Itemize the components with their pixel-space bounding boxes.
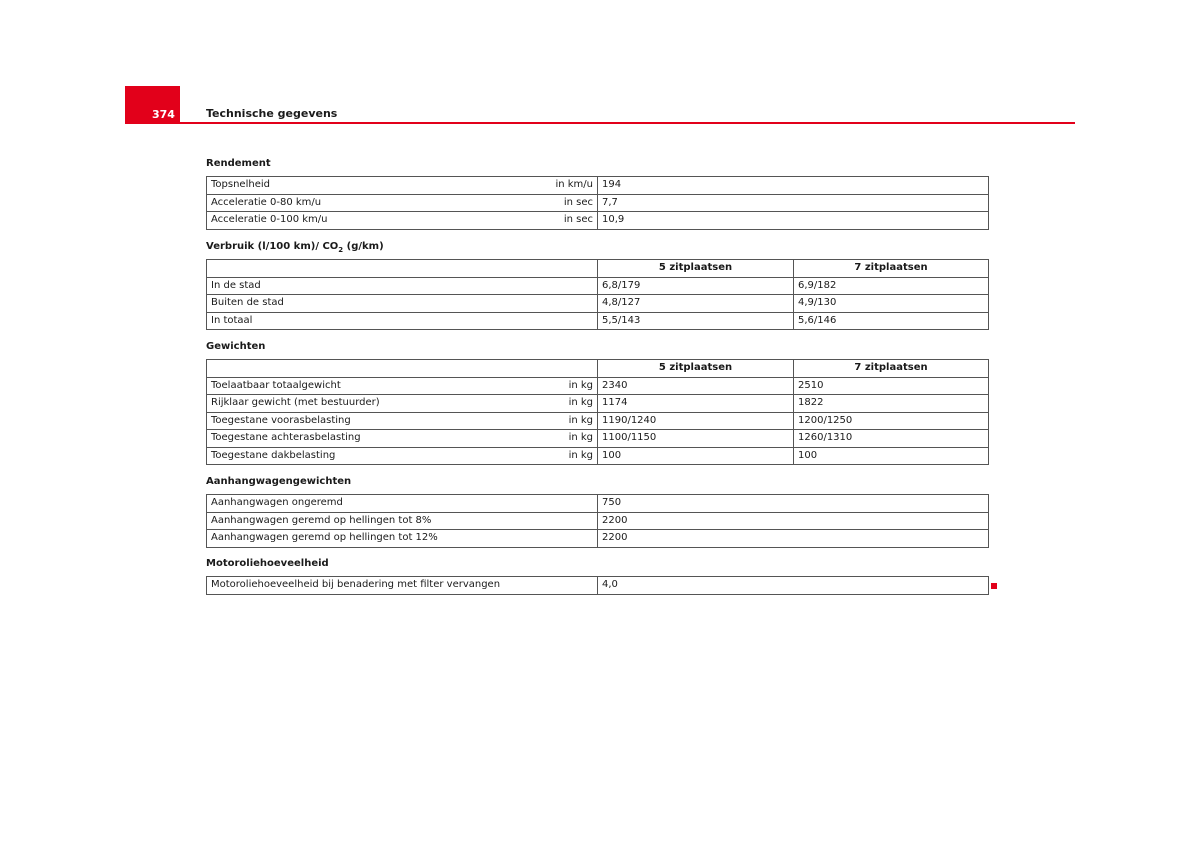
row-value: 1260/1310 — [794, 430, 989, 448]
row-value: 4,8/127 — [598, 295, 794, 313]
column-header: 7 zitplaatsen — [794, 260, 989, 278]
table-header-row — [207, 360, 989, 378]
section-title-aanhangwagengewichten: Aanhangwagengewichten — [206, 476, 352, 487]
row-unit: in kg — [568, 379, 593, 391]
rendement-table — [206, 176, 989, 230]
row-value: 6,9/182 — [794, 277, 989, 295]
row-label: Toelaatbaar totaalgewicht — [211, 379, 341, 391]
row-unit: in km/u — [555, 179, 593, 191]
table-row — [207, 295, 989, 313]
section-end-square-icon — [991, 583, 997, 589]
motorolie-table — [206, 576, 989, 595]
row-label: Aanhangwagen geremd op hellingen tot 12% — [207, 530, 598, 548]
table-row — [207, 194, 989, 212]
table-row — [207, 577, 989, 595]
row-value: 4,0 — [598, 577, 989, 595]
table-row — [207, 412, 989, 430]
aanhang-table — [206, 494, 989, 548]
row-unit: in sec — [563, 214, 593, 226]
row-label: Topsnelheid — [211, 179, 270, 191]
row-value: 5,6/146 — [794, 312, 989, 330]
row-value: 1190/1240 — [598, 412, 794, 430]
row-label: Aanhangwagen ongeremd — [207, 495, 598, 513]
row-label: Toegestane achterasbelasting — [211, 432, 361, 444]
row-label: Acceleratie 0-100 km/u — [211, 214, 328, 226]
section-title-rendement: Rendement — [206, 158, 271, 169]
row-unit: in kg — [568, 432, 593, 444]
column-header: 7 zitplaatsen — [794, 360, 989, 378]
row-value: 10,9 — [598, 212, 989, 230]
row-label: Acceleratie 0-80 km/u — [211, 196, 322, 208]
row-unit: in sec — [563, 196, 593, 208]
row-label: Buiten de stad — [207, 295, 598, 313]
row-unit: in kg — [568, 414, 593, 426]
row-value: 6,8/179 — [598, 277, 794, 295]
table-row — [207, 530, 989, 548]
table-row — [207, 377, 989, 395]
header-divider — [125, 122, 1075, 124]
row-label: Toegestane dakbelasting — [211, 449, 336, 461]
page-title: Technische gegevens — [206, 107, 338, 120]
row-value: 750 — [598, 495, 989, 513]
row-unit: in kg — [568, 449, 593, 461]
row-value: 5,5/143 — [598, 312, 794, 330]
row-value: 194 — [598, 177, 989, 195]
row-label: Motoroliehoeveelheid bij benadering met filter vervangen — [207, 577, 598, 595]
table-row — [207, 495, 989, 513]
row-value: 7,7 — [598, 194, 989, 212]
row-label: Toegestane voorasbelasting — [211, 414, 351, 426]
table-row — [207, 277, 989, 295]
verbruik-table — [206, 259, 989, 330]
column-header: 5 zitplaatsen — [598, 260, 794, 278]
gewichten-table — [206, 359, 989, 465]
row-value: 1822 — [794, 395, 989, 413]
row-label: In totaal — [207, 312, 598, 330]
table-row — [207, 312, 989, 330]
table-row — [207, 395, 989, 413]
row-label: Rijklaar gewicht (met bestuurder) — [211, 397, 380, 409]
column-header: 5 zitplaatsen — [598, 360, 794, 378]
row-value: 100 — [598, 447, 794, 465]
table-row — [207, 212, 989, 230]
row-label: Aanhangwagen geremd op hellingen tot 8% — [207, 512, 598, 530]
row-label: In de stad — [207, 277, 598, 295]
row-value: 2200 — [598, 512, 989, 530]
table-row — [207, 177, 989, 195]
row-value: 2200 — [598, 530, 989, 548]
section-title-gewichten: Gewichten — [206, 341, 266, 352]
row-value: 2510 — [794, 377, 989, 395]
row-value: 1200/1250 — [794, 412, 989, 430]
row-value: 4,9/130 — [794, 295, 989, 313]
row-value: 1174 — [598, 395, 794, 413]
row-value: 100 — [794, 447, 989, 465]
section-title-verbruik: Verbruik (l/100 km)/ $CO_2$ (g/km) — [206, 241, 384, 254]
section-title-motoroliehoeveelheid: Motoroliehoeveelheid — [206, 558, 329, 569]
table-header-row — [207, 260, 989, 278]
page-number: 374 — [152, 108, 175, 121]
table-row — [207, 447, 989, 465]
row-value: 2340 — [598, 377, 794, 395]
table-row — [207, 430, 989, 448]
table-row — [207, 512, 989, 530]
row-unit: in kg — [568, 397, 593, 409]
row-value: 1100/1150 — [598, 430, 794, 448]
